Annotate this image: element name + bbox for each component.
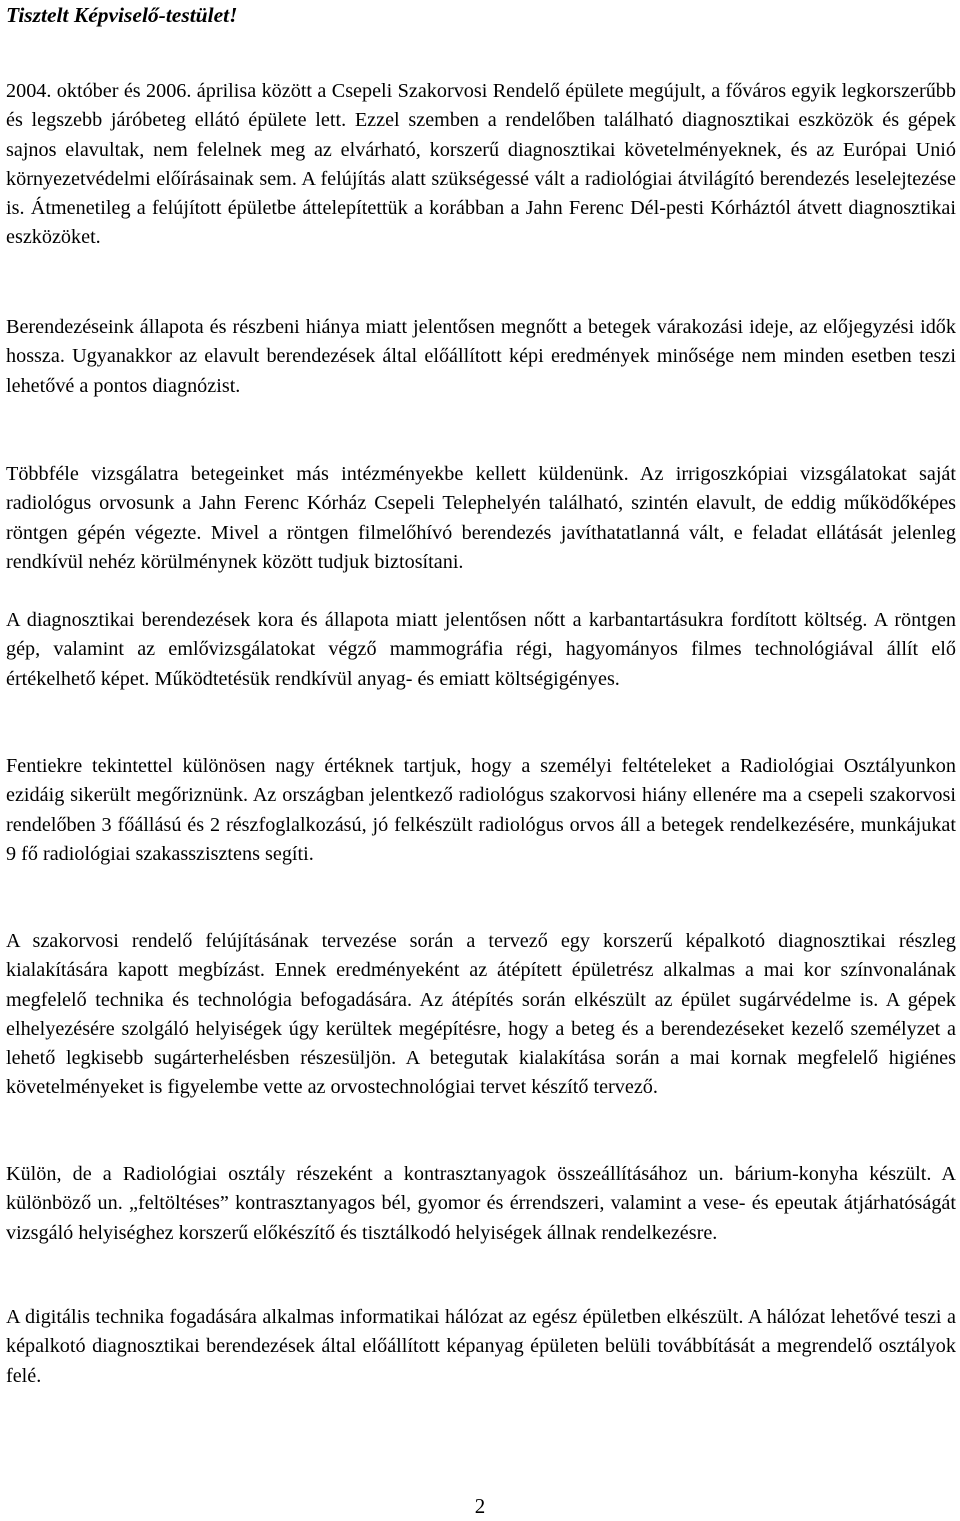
document-heading: Tisztelt Képviselő-testület! (6, 3, 238, 27)
paragraph-waiting-times: Berendezéseink állapota és részbeni hiánya miatt jelentősen megnőtt a betegek várakozási ideje, az előjegyzési idők hossza. Ugyanakkor az elavult berendezések által előállított képi eredmények minősége nem minden esetben teszi lehetővé a pontos diagnózist. (6, 316, 956, 397)
paragraph-staff: Fentiekre tekintettel különösen nagy értéknek tartjuk, hogy a személyi feltételeket a Radiológiai Osztályunkon ezidáig sikerült megőriznünk. Az országban jelentkező radiológus szakorvosi hiány ellenére ma a csepeli szakorvosi rendelőben 3 főállású és 2 részfoglalkozású, jó felkészült radiológus orvos áll a betegek rendelkezésére, munkájukat 9 fő radiológiai szakasszisztens segíti. (6, 755, 956, 865)
paragraph-renovation: 2004. október és 2006. áprilisa között a Csepeli Szakorvosi Rendelő épülete megújult, a főváros egyik legkorszerűbb és legszebb járóbeteg ellátó épülete lett. Ezzel szemben a rendelőben található diagnosztikai eszközök és gépek sajnos elavultak, nem felelnek meg az elvárható, korszerű diagnosztikai követelményeknek, és az Európai Unió környezetvédelmi előírásainak sem. A felújítás alatt szükségessé vált a radiológiai átvilágító berendezés leselejtezése is. Átmenetileg a felújított épületbe áttelepítettük a korábban a Jahn Ferenc Dél-pesti Kórháztól átvett diagnosztikai eszközöket. (6, 80, 956, 249)
paragraph-maintenance-costs: A diagnosztikai berendezések kora és állapota miatt jelentősen nőtt a karbantartásukra fordított költség. A röntgen gép, valamint az emlővizsgálatokat végző mammográfia régi, hagyományos filmes technológiával állít elő értékelhető képet. Működtetésük rendkívül anyag- és emiatt költségigényes. (6, 609, 956, 690)
paragraph-referrals: Többféle vizsgálatra betegeinket más intézményekbe kellett küldenünk. Az irrigoszkópiai vizsgálatokat saját radiológus orvosunk a Jahn Ferenc Kórház Csepeli Telephelyén található, szintén elavult, de eddig működőképes röntgen gépén végezte. Mivel a röntgen filmelőhívó berendezés javíthatatlanná vált, e feladat ellátását jelenleg rendkívül nehéz körülménynek között tudjuk biztosítani. (6, 463, 956, 573)
page-number: 2 (474, 1494, 486, 1518)
paragraph-barium-kitchen: Külön, de a Radiológiai osztály részeként a kontrasztanyagok összeállításához un. bárium-konyha készült. A különböző un. „feltöltéses” kontrasztanyagos bél, gyomor és érrendszeri, valamint a vese- és epeutak átjárhatóságát vizsgáló helyiséghez korszerű előkészítő és tisztálkodó helyiségek állnak rendelkezésre. (6, 1163, 956, 1244)
paragraph-network: A digitális technika fogadására alkalmas informatikai hálózat az egész épületben elkészült. A hálózat lehetővé teszi a képalkotó diagnosztikai berendezések által előállított képanyag épületen belüli továbbítását a megrendelő osztályok felé. (6, 1306, 956, 1387)
paragraph-design: A szakorvosi rendelő felújításának tervezése során a tervező egy korszerű képalkotó diagnosztikai részleg kialakítására kapott megbízást. Ennek eredményeként az átépített épületrész alkalmas a mai kor színvonalának megfelelő technika és technológia befogadására. Az átépítés során elkészült az épület sugárvédelme is. A gépek elhelyezésére szolgáló helyiségek úgy kerültek megépítésre, hogy a beteg és a berendezéseket kezelő személyzet a lehető legkisebb sugárterhelésben részesüljön. A betegutak kialakítása során a mai kornak megfelelő higiénes követelményeket is figyelembe vette az orvostechnológiai tervet készítő tervező. (6, 930, 956, 1099)
